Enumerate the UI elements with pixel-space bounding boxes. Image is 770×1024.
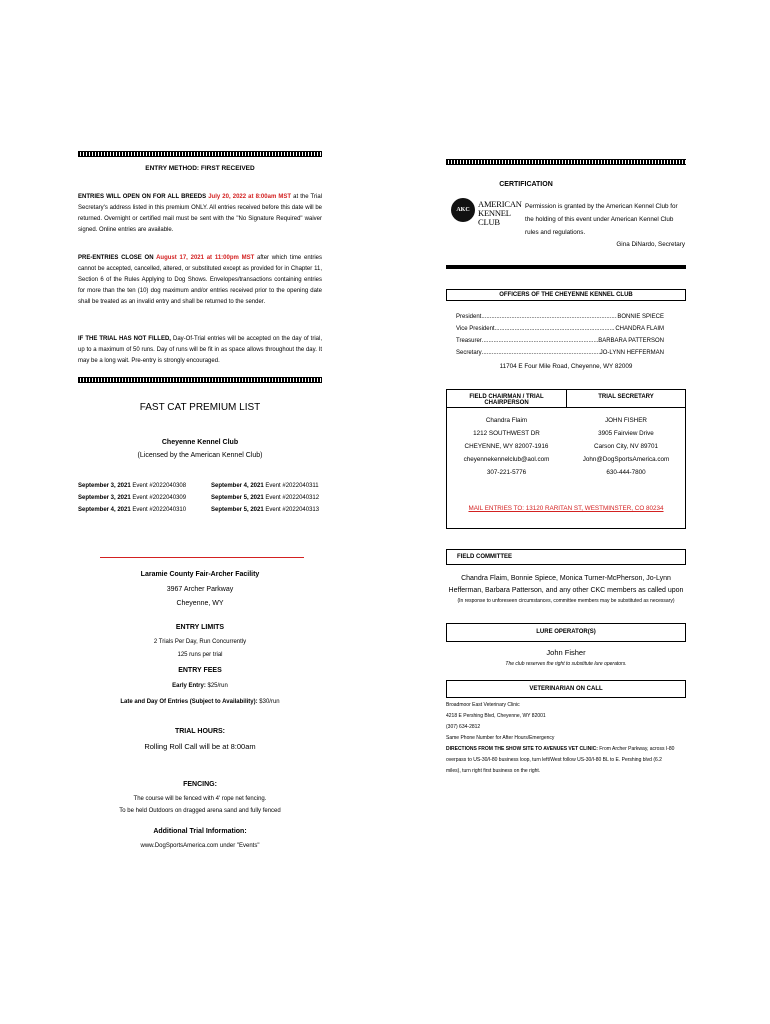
certification-signer: Gina DiNardo, Secretary [616, 241, 685, 248]
early-entry-value: $25/run [205, 683, 228, 689]
lure-operator-note: The club reserves the right to substitute lure operators. [505, 661, 627, 667]
officer-row-treasurer: Treasurer ..... BARBARA PATTERSON [456, 338, 664, 344]
event-row: September 3, 2021 Event #2022040309 [78, 495, 187, 501]
red-divider [100, 557, 304, 558]
club-name: Cheyenne Kennel Club [161, 439, 239, 446]
event-row: September 3, 2021 Event #2022040308 [78, 483, 187, 489]
pre-entries-text: after which time entries cannot be accepted, cancelled, altered, or substituted except as provided for in Chapter 11, Section 6 of the Rules Applying to Dog Shows. Envelopes/transactions containing entries for more than the ten (10) dog maximum and/or entries received prior to the opening date shall be treated as an invalid entry and shall be returned to the sender. [78, 255, 323, 305]
akc-seal: AKC [451, 198, 475, 222]
pre-entries-date: August 17, 2021 at 11:00pm MST [156, 255, 255, 261]
field-committee-heading: FIELD COMMITTEE [457, 554, 512, 560]
lure-operator-box [446, 623, 686, 642]
officer-row-secretary: Secretary ..... JO-LYNN HEFFERMAN [456, 350, 664, 356]
vet-clinic-name: Broadmoor East Veterinary Clinic [446, 702, 520, 708]
middle-rule-left [78, 377, 322, 383]
additional-info-text: www.DogSportsAmerica.com under "Events" [140, 843, 260, 849]
chair-line: 1212 SOUTHWEST DR [473, 430, 540, 437]
venue-name: Laramie County Fair-Archer Facility [140, 571, 260, 578]
field-committee-note: (In response to unforeseen circumstances, committee members may be substituted as necessary) [457, 598, 675, 604]
chair-line: Chandra Flaim [485, 417, 528, 424]
early-entry-line [78, 683, 322, 689]
chair-contact [447, 414, 566, 479]
entry-method-heading: ENTRY METHOD: FIRST RECEIVED [145, 165, 255, 172]
akc-logo [451, 195, 529, 227]
chair-email: cheyennekennelclub@aol.com [463, 456, 550, 463]
trial-hours-heading: TRIAL HOURS: [174, 728, 226, 735]
event-row: September 5, 2021 Event #2022040313 [211, 507, 320, 513]
secretary-line: JOHN FISHER [605, 417, 647, 424]
entry-limits-heading: ENTRY LIMITS [175, 624, 225, 631]
officer-row-vice-president: Vice President ..... CHANDRA FLAIM [456, 326, 664, 332]
events-right-column [211, 480, 326, 516]
chair-line: CHEYENNE, WY 82007-1916 [464, 443, 549, 450]
entries-open-text: at the Trial Secretary's address listed in this premium ONLY. All entries received before this date will be returned. Overnight or certified mail must be sent with the "No Signature Required" waiver signed. Online entries are available. [78, 194, 322, 233]
secretary-line: 3905 Fairview Drive [598, 430, 654, 437]
entry-limits-line-1: 2 Trials Per Day, Run Concurrently [153, 639, 247, 645]
trial-hours-text: Rolling Roll Call will be at 8:00am [144, 742, 256, 751]
entries-open-lead: ENTRIES WILL OPEN ON FOR ALL BREEDS [78, 194, 209, 200]
certification-heading: CERTIFICATION [499, 181, 553, 188]
pre-entries-lead: PRE-ENTRIES CLOSE ON [78, 255, 157, 261]
mail-entries-address: MAIL ENTRIES TO: 13120 RARITAN ST, WESTMINSTER, CO 80234 [468, 505, 664, 512]
venue-city: Cheyenne, WY [176, 600, 224, 607]
chair-heading: FIELD CHAIRMAN / TRIAL CHAIRPERSON [469, 394, 544, 406]
fencing-heading: FENCING: [183, 781, 217, 788]
officers-heading: OFFICERS OF THE CHEYENNE KENNEL CLUB [499, 292, 633, 298]
late-entry-label: Late and Day Of Entries (Subject to Availability): [120, 699, 258, 705]
late-entry-value: $30/run [257, 699, 280, 705]
entries-open-date: July 20, 2022 at 8:00am MST [208, 194, 292, 200]
event-row: September 5, 2021 Event #2022040312 [211, 495, 320, 501]
events-left-column [78, 480, 198, 516]
vet-clinic-address: 4218 E Pershing Blvd, Cheyenne, WY 82001 [446, 713, 546, 719]
secretary-line: Carson City, NV 89701 [594, 443, 658, 450]
vet-directions-text: From Archer Parkway, across I-80 overpass to US-30/I-80 business loop, turn left/West follow US-30/I-80 BL to E. Pershing blvd (6.2 miles), turn right first business on the right. [446, 746, 675, 774]
chair-header-divider [447, 407, 685, 408]
vet-clinic-phone: (307) 634-2812 [446, 724, 481, 730]
top-rule-right [446, 159, 686, 165]
certification-bottom-rule [446, 265, 686, 269]
not-filled-paragraph [78, 334, 322, 367]
lure-operator-heading: LURE OPERATOR(S) [536, 629, 596, 635]
entry-limits-line-2: 125 runs per trial [177, 652, 223, 658]
secretary-phone: 630-444-7800 [606, 469, 646, 476]
secretary-contact [567, 414, 685, 479]
vet-emergency-note: Same Phone Number for After Hours/Emergency [446, 735, 555, 741]
premium-title: FAST CAT PREMIUM LIST [139, 402, 261, 413]
veterinarian-heading: VETERINARIAN ON CALL [529, 686, 603, 692]
pre-entries-paragraph [78, 253, 322, 308]
lure-operator-name: John Fisher [546, 648, 586, 657]
not-filled-text: Day-Of-Trial entries will be accepted on the day of trial, up to a maximum of 50 runs. Day of runs will be fit in as space allows throughout the day. It may be a long wait. Pre-entry is strongly encouraged. [78, 336, 323, 364]
veterinarian-box [446, 680, 686, 698]
early-entry-label: Early Entry: [172, 683, 206, 689]
officers-box [446, 289, 686, 301]
fencing-line-1: The course will be fenced with 4' rope net fencing. [133, 796, 267, 802]
entries-open-paragraph [78, 192, 322, 236]
officer-row-president: President ..... BONNIE SPIECE [456, 314, 664, 320]
trial-secretary-heading: TRIAL SECRETARY [598, 394, 654, 400]
late-entry-line [78, 699, 322, 705]
fencing-line-2: To be held Outdoors on dragged arena sand and fully fenced [119, 808, 281, 814]
not-filled-lead: IF THE TRIAL HAS NOT FILLED, [78, 336, 171, 342]
top-rule-left [78, 151, 322, 157]
vet-directions [446, 744, 678, 777]
chair-phone: 307-221-5776 [486, 469, 527, 476]
entry-fees-heading: ENTRY FEES [178, 667, 222, 674]
event-row: September 4, 2021 Event #2022040310 [78, 507, 187, 513]
event-row: September 4, 2021 Event #2022040311 [211, 483, 319, 489]
field-committee-text: Chandra Flaim, Bonnie Spiece, Monica Turner-McPherson, Jo-Lynn Hefferman, Barbara Patterson, and any other CKC members as called upon [448, 575, 684, 594]
additional-info-heading: Additional Trial Information: [153, 828, 247, 835]
venue-street: 3967 Archer Parkway [166, 586, 234, 593]
veterinarian-details [446, 700, 686, 777]
vet-directions-label: DIRECTIONS FROM THE SHOW SITE TO AVENUES VET CLINIC: [446, 746, 598, 752]
certification-text: Permission is granted by the American Kennel Club for the holding of this event under American Kennel Club rules and regulations. [525, 203, 678, 236]
licensed-note: (Licensed by the American Kennel Club) [137, 452, 263, 459]
chair-secretary-box [446, 389, 686, 529]
akc-logo-text: AMERICAN KENNEL CLUB [478, 199, 522, 227]
field-committee-box [446, 549, 686, 565]
club-address: 11704 E Four Mile Road, Cheyenne, WY 82009 [499, 363, 633, 370]
secretary-email: John@DogSportsAmerica.com [582, 456, 670, 463]
